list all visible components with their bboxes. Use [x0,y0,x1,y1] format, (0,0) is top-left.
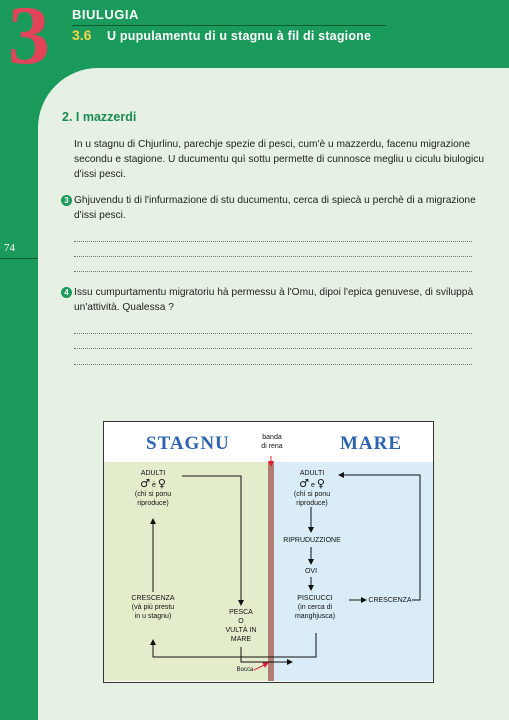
answer-line[interactable] [74,241,472,242]
chapter-number: 3 [8,0,50,82]
section-title: U pupulamentu di u stagnu à fil di stagione [107,29,372,43]
mare-adulti-label: ADULTI ♂ e ♀ (chì si ponu riproduce) [293,470,331,507]
stagnu-title: STAGNU [146,433,230,454]
section-number: 3.6 [72,27,92,43]
stagnu-adulti-label: ADULTI ♂ è ♀ (chì si ponu riproduce) [134,470,172,507]
pesca-label: PESCA O VULTÀ IN MARE [225,609,257,643]
answer-line[interactable] [74,364,472,365]
question-number-badge: 4 [61,287,72,298]
header-divider [72,25,386,26]
page-number: 74 [4,242,15,254]
bocca-label: Bocca [236,667,254,673]
answer-line[interactable] [74,256,472,257]
male-icon: ♂ [299,477,309,490]
mare-crescenza-label: CRESCENZA [368,597,412,604]
banda-label: banda di rena [261,434,283,450]
exercise-heading: 2. I mazzerdi [62,110,137,124]
migration-cycle-diagram [103,421,434,683]
intro-paragraph: In u stagnu di Chjurlinu, parechje spezie di pesci, cum'è u mazzerdu, facenu migrazione secondu e stagione. U ducumentu quì sottu permette di cunnosce megliu u ciculu biulogicu d'issi pesci. [74,139,485,180]
question-text: Issu cumpurtamentu migratoriu hà permessu à l'Omu, dipoi l'epica genuvese, di sviluppà un'attività. Qualessa ? [74,287,474,313]
male-icon: ♂ [140,477,150,490]
answer-line[interactable] [74,271,472,272]
page-number-rule [0,258,38,259]
pisciucci-label: PISCIUCCI (in cerca di manghjusca) [294,595,336,620]
mare-title: MARE [340,433,403,454]
cycle-arrows [104,422,433,682]
answer-line[interactable] [74,333,472,334]
question-number-badge: 3 [61,195,72,206]
female-icon: ♀ [157,477,166,490]
answer-line[interactable] [74,348,472,349]
female-icon: ♀ [316,477,325,490]
question-text: Ghjuvendu ti di l'infurmazione di stu ducumentu, cerca di spiecà u perchè di a migrazione d'issi pesci. [74,195,476,221]
ovi-label: OVI [304,568,318,575]
subject-label: BIULUGIA [72,7,139,22]
ripruduzzione-label: RIPRUDUZZIONE [283,537,341,544]
stagnu-crescenza-label: CRESCENZA (và più prestu in u stagnu) [131,595,175,620]
